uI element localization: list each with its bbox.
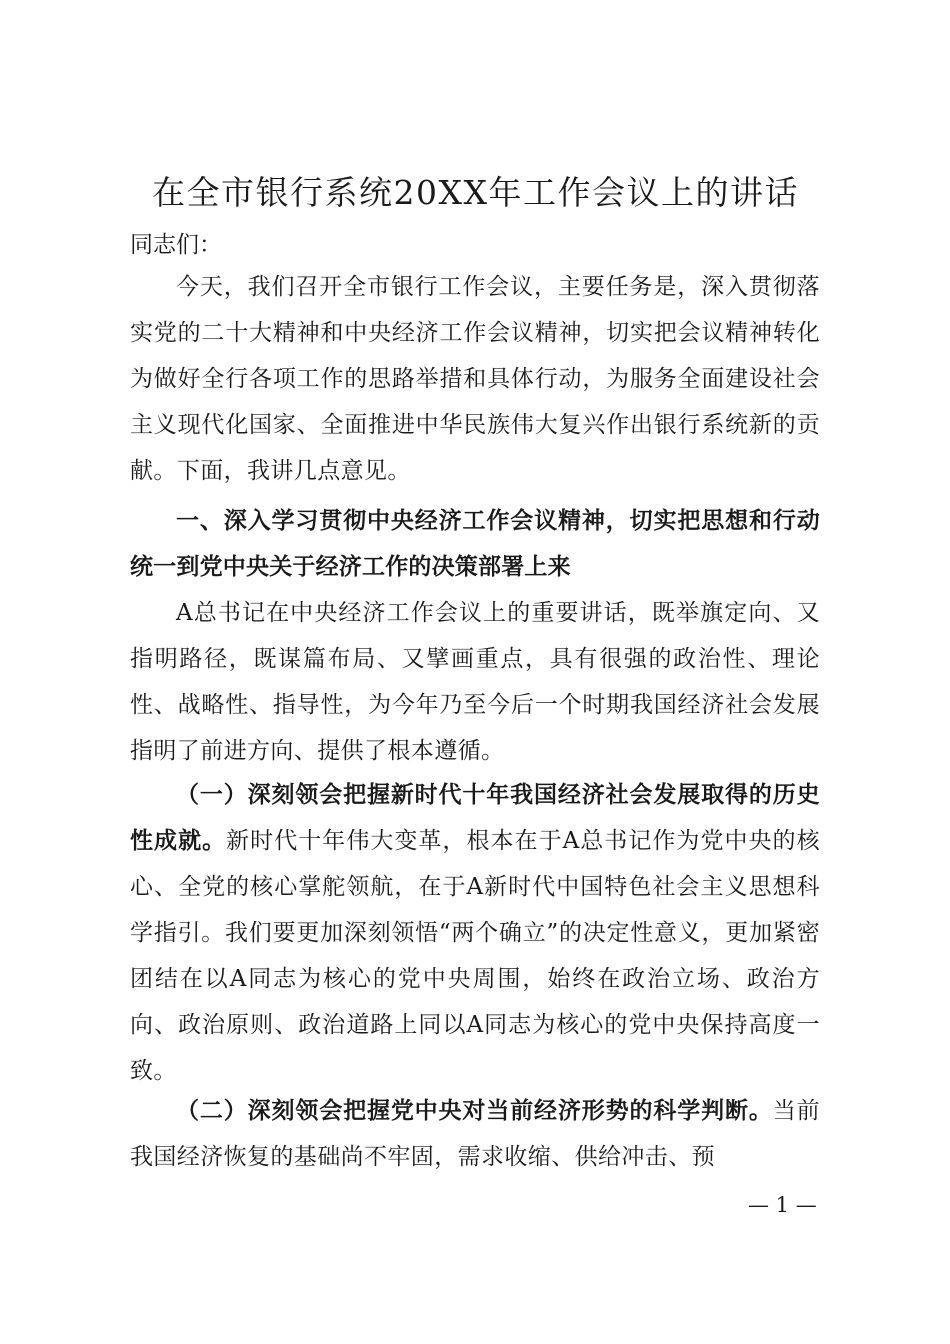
subsection-1-body: 新时代十年伟大变革，根本在于A总书记作为党中央的核心、全党的核心掌舵领航，在于A新时代中国特色社会主义思想科学指引。我们要更加深刻领悟“两个确立”的决定性意义，更加紧密团结在以A同志为核心的党中央周围，始终在政治立场、政治方向、政治原则、政治道路上同以A同志为核心的党中央保持高度一致。 bbox=[130, 828, 820, 1084]
subsection-2-lead: （二）深刻领会把握党中央对当前经济形势的科学判断。 bbox=[176, 1097, 773, 1124]
section-heading-1: 一、深入学习贯彻中央经济工作会议精神，切实把思想和行动统一到党中央关于经济工作的决策部署上来 bbox=[130, 508, 820, 580]
section-1-body: A总书记在中央经济工作会议上的重要讲话，既举旗定向、又指明路径，既谋篇布局、又擘画重点，具有很强的政治性、理论性、战略性、指导性，为今年乃至今后一个时期我国经济社会发展指明了前进方向、提供了根本遵循。 bbox=[130, 600, 820, 764]
salutation: 同志们： bbox=[130, 232, 222, 258]
subsection-2-paragraph bbox=[130, 1088, 820, 1180]
intro-paragraph: 今天，我们召开全市银行工作会议，主要任务是，深入贯彻落实党的二十大精神和中央经济工作会议精神，切实把会议精神转化为做好全行各项工作的思路举措和具体行动，为服务全面建设社会主义现代化国家、全面推进中华民族伟大复兴作出银行系统新的贡献。下面，我讲几点意见。 bbox=[130, 274, 820, 484]
document-page bbox=[130, 0, 820, 1344]
document-title: 在全市银行系统20XX年工作会议上的讲话 bbox=[152, 173, 799, 212]
subsection-2-body: 当前我国经济恢复的基础尚不牢固，需求收缩、供给冲击、预 bbox=[130, 1098, 820, 1170]
subsection-1-paragraph bbox=[130, 772, 820, 1094]
subsection-1-lead: （一）深刻领会把握新时代十年我国经济社会发展取得的历史性成就。 bbox=[130, 781, 820, 854]
page-number: — 1 — bbox=[748, 1193, 817, 1217]
